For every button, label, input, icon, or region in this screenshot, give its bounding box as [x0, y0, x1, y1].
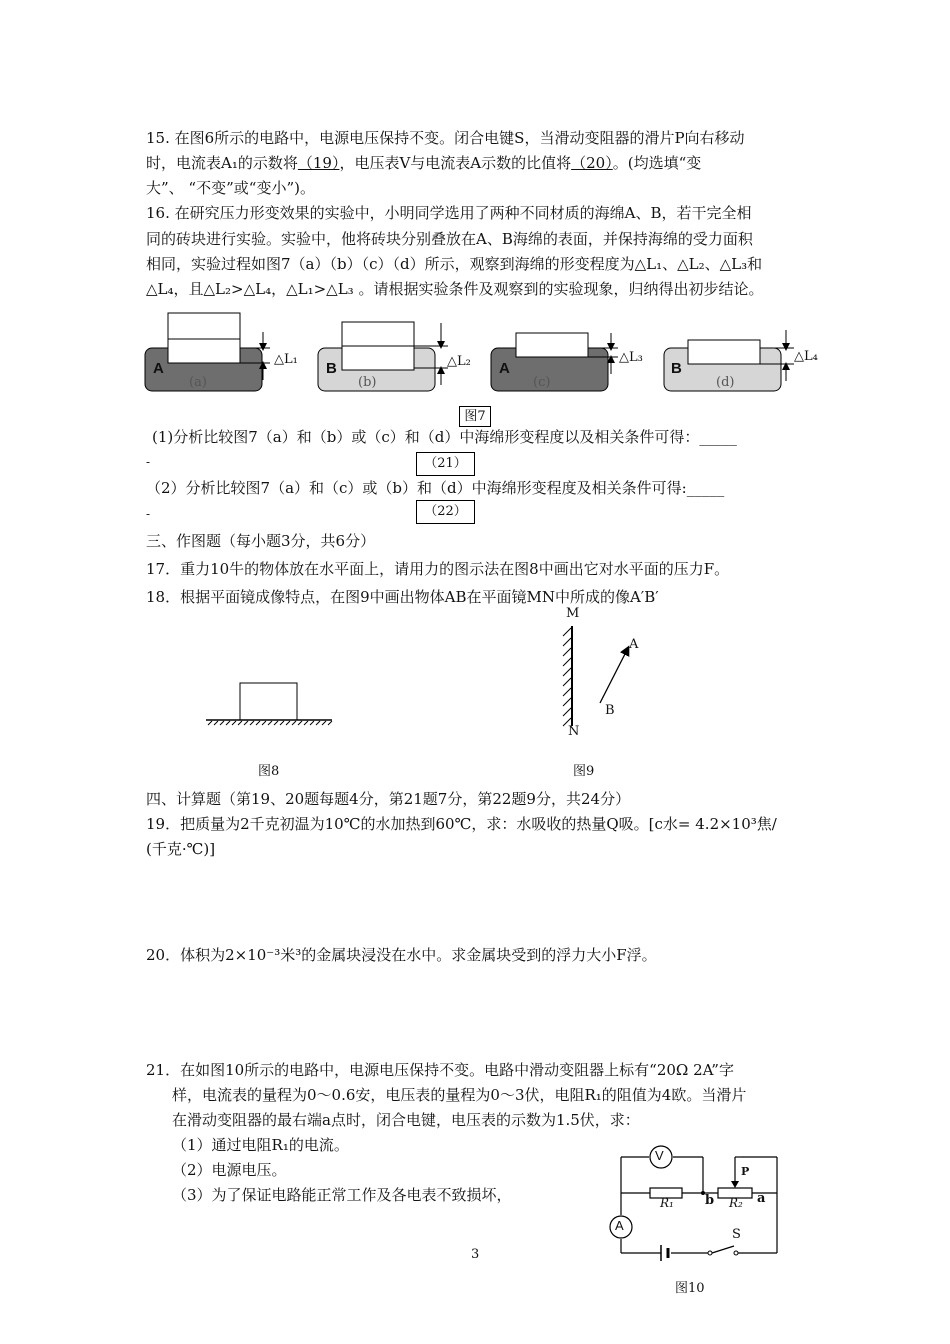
slider-p-arrow	[731, 1181, 739, 1188]
point-a-label: a	[757, 1191, 766, 1206]
blank-19: （19）	[297, 154, 340, 172]
fig7-q2-text: （2）分析比较图7（a）和（c）或（b）和（d）中海绵形变程度及相关条件可得:	[146, 479, 687, 497]
q15-text-c: 。(均选填“变	[612, 154, 702, 172]
panel-label-d: (d)	[716, 375, 735, 390]
switch-contact-2	[734, 1251, 738, 1255]
blank-22-line: _____	[686, 479, 725, 497]
object-ab	[600, 650, 627, 703]
figure-9	[0, 620, 950, 750]
brick-a-top	[168, 313, 240, 339]
q20: 20．体积为2×10⁻³米³的金属块浸没在水中。求金属块受到的浮力大小F浮。	[146, 946, 657, 964]
q15-text-a: 时，电流表A₁的示数将	[146, 154, 298, 172]
fig9-caption: 图9	[573, 764, 595, 779]
panel-label-c: (c)	[533, 375, 551, 390]
panel-label-a: (a)	[189, 375, 207, 390]
page-number: 3	[471, 1247, 480, 1262]
q16-line1: 16. 在研究压力形变效果的实验中，小明同学选用了两种不同材质的海绵A、B，若干完全相	[146, 204, 752, 222]
q21-part2: （2）电源电压。	[172, 1161, 287, 1179]
q17: 17．重力10牛的物体放在水平面上，请用力的图示法在图8中画出它对水平面的压力F。	[146, 560, 730, 578]
delta-l2: △L₂	[447, 354, 471, 369]
voltmeter-label: V	[655, 1148, 664, 1163]
q19-line1: 19．把质量为2千克初温为10℃的水加热到60℃，求：水吸收的热量Q吸。[c水= 4.2×10³焦/	[146, 815, 777, 833]
switch-contact-1	[708, 1251, 712, 1255]
section-3-title: 三、作图题（每小题3分，共6分）	[146, 532, 376, 550]
sponge-letter-a: A	[153, 360, 164, 377]
switch-s-label: S	[732, 1227, 741, 1242]
brick-d	[688, 340, 760, 364]
q19-line2: (千克·℃)]	[146, 840, 216, 858]
fig7-caption: 图7	[459, 406, 491, 427]
dash-2: -	[146, 507, 151, 521]
blank-22: （22）	[416, 500, 475, 524]
sponge-letter-d: B	[671, 360, 682, 377]
r2-label: R₂	[729, 1196, 743, 1210]
brick-b-bottom	[342, 346, 414, 370]
delta-l4: △L₄	[794, 349, 818, 364]
q21-line3: 在滑动变阻器的最右端a点时，闭合电键，电压表的示数为1.5伏，求：	[172, 1111, 640, 1129]
brick-a-bottom	[168, 339, 240, 363]
fig7-q1	[152, 426, 737, 448]
q21-part1: （1）通过电阻R₁的电流。	[172, 1136, 349, 1154]
point-b-label: b	[705, 1193, 715, 1208]
sponge-letter-c: A	[499, 360, 510, 377]
delta-l1: △L₁	[274, 352, 298, 367]
r1-label: R₁	[660, 1196, 674, 1210]
brick-b-top	[342, 322, 414, 346]
blank-20: （20）	[571, 154, 613, 172]
ammeter-label: A	[615, 1218, 624, 1233]
blank-21: （21）	[416, 452, 475, 476]
panel-label-b: (b)	[358, 375, 377, 390]
fig7-q2	[146, 477, 724, 499]
brick-c	[516, 333, 588, 357]
q18: 18．根据平面镜成像特点，在图9中画出物体AB在平面镜MN中所成的像A′B′	[146, 588, 659, 606]
sponge-letter-b: B	[326, 360, 337, 377]
q15-line2	[146, 152, 701, 174]
q15-line3: 大”、 “不变”或“变小”)。	[146, 179, 315, 197]
slider-p-label: P	[741, 1165, 750, 1178]
q15-text-b: ，电压表V与电流表A示数的比值将	[339, 154, 572, 172]
q21-line1: 21．在如图10所示的电路中，电源电压保持不变。电路中滑动变阻器上标有“20Ω 2A”字	[146, 1061, 734, 1079]
label-a: A	[629, 637, 639, 652]
label-b: B	[605, 703, 615, 718]
q16-line2: 同的砖块进行实验。实验中，他将砖块分别叠放在A、B海绵的表面，并保持海绵的受力面积	[146, 230, 753, 248]
label-m: M	[566, 606, 580, 621]
fig10-caption: 图10	[675, 1281, 705, 1296]
q15-line1: 15. 在图6所示的电路中，电源电压保持不变。闭合电键S，当滑动变阻器的滑片P向右移动	[146, 129, 745, 147]
q16-line4: △L₄，且△L₂>△L₄，△L₁>△L₃ 。请根据实验条件及观察到的实验现象，归纳得出初步结论。	[146, 280, 764, 298]
delta-l3: △L₃	[619, 350, 643, 365]
fig7-q1-text: (1)分析比较图7（a）和（b）或（c）和（d）中海绵形变程度以及相关条件可得：	[152, 428, 700, 446]
label-n: N	[568, 724, 580, 739]
blank-21-line: _____	[699, 428, 737, 446]
section-4-title: 四、计算题（第19、20题每题4分，第21题7分，第22题9分，共24分）	[146, 790, 631, 808]
q21-line2: 样，电流表的量程为0～0.6安，电压表的量程为0～3伏，电阻R₁的阻值为4欧。当滑片	[172, 1086, 747, 1104]
fig8-caption: 图8	[258, 764, 280, 779]
dash-1: -	[146, 455, 151, 469]
q21-part3: （3）为了保证电路能正常工作及各电表不致损坏，	[172, 1186, 512, 1204]
q16-line3: 相同，实验过程如图7（a）（b）（c）（d）所示，观察到海绵的形变程度为△L₁、△L₂、△L₃和	[146, 255, 763, 273]
